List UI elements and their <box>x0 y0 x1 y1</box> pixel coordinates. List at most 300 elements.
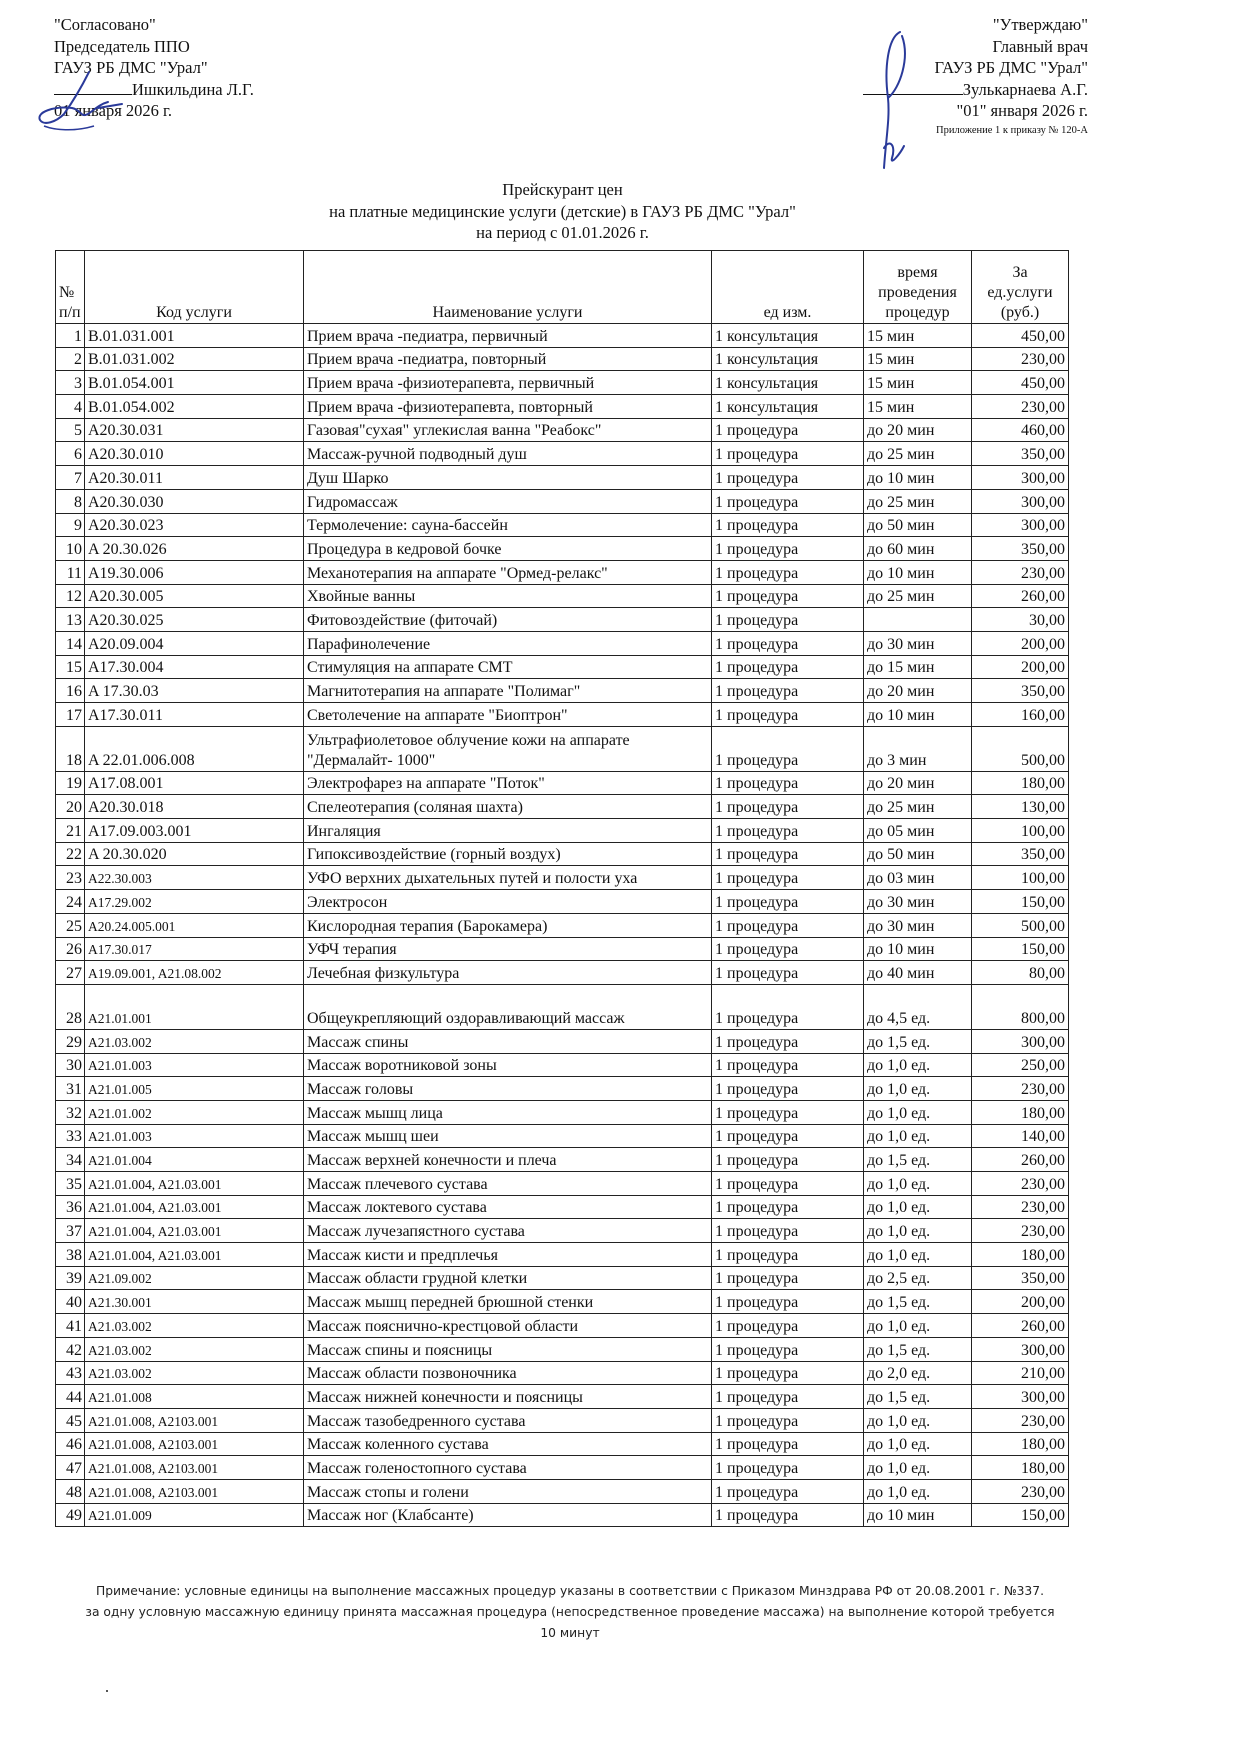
unit-price: 350,00 <box>972 537 1069 561</box>
service-name: Общеукрепляющий оздоравливающий массаж <box>304 984 712 1029</box>
service-name: Парафинолечение <box>304 631 712 655</box>
row-number: 19 <box>56 771 85 795</box>
title-line-3: на период с 01.01.2026 г. <box>476 223 649 242</box>
footnote <box>40 1581 1100 1644</box>
procedure-time: до 15 мин <box>864 655 972 679</box>
header-time: время проведения процедур <box>864 251 972 324</box>
table-row <box>56 913 1069 937</box>
unit-of-measure: 1 процедура <box>712 679 864 703</box>
service-name: Магнитотерапия на аппарате "Полимаг" <box>304 679 712 703</box>
service-code: A20.30.030 <box>85 489 304 513</box>
service-name: Массаж нижней конечности и поясницы <box>304 1385 712 1409</box>
row-number: 15 <box>56 655 85 679</box>
unit-price: 230,00 <box>972 1219 1069 1243</box>
service-code: A21.03.002 <box>85 1029 304 1053</box>
unit-price: 300,00 <box>972 513 1069 537</box>
row-number: 18 <box>56 726 85 771</box>
row-number: 48 <box>56 1479 85 1503</box>
service-name: Массаж мышц шеи <box>304 1124 712 1148</box>
title-line-2: на платные медицинские услуги (детские) в ГАУЗ РБ ДМС "Урал" <box>329 201 796 221</box>
unit-price: 300,00 <box>972 489 1069 513</box>
unit-price: 230,00 <box>972 1408 1069 1432</box>
agreed-date: 01 января 2026 г. <box>54 101 173 120</box>
service-code: A21.01.003 <box>85 1124 304 1148</box>
procedure-time: до 1,5 ед. <box>864 1029 972 1053</box>
unit-of-measure: 1 процедура <box>712 1408 864 1432</box>
table-row <box>56 608 1069 632</box>
table-row <box>56 726 1069 771</box>
row-number: 4 <box>56 395 85 419</box>
table-row <box>56 703 1069 727</box>
service-name: Кислородная терапия (Барокамера) <box>304 913 712 937</box>
procedure-time: до 1,0 ед. <box>864 1053 972 1077</box>
unit-of-measure: 1 процедура <box>712 726 864 771</box>
service-name: Электрофарез на аппарате "Поток" <box>304 771 712 795</box>
procedure-time: до 05 мин <box>864 819 972 843</box>
unit-of-measure: 1 процедура <box>712 1361 864 1385</box>
service-code: A21.01.003 <box>85 1053 304 1077</box>
header-num: № п/п <box>56 251 85 324</box>
procedure-time: до 1,0 ед. <box>864 1124 972 1148</box>
unit-price: 180,00 <box>972 1243 1069 1267</box>
service-name: Массаж мышц передней брюшной стенки <box>304 1290 712 1314</box>
unit-price: 150,00 <box>972 937 1069 961</box>
service-name: Массаж спины <box>304 1029 712 1053</box>
row-number: 3 <box>56 371 85 395</box>
service-code: A20.24.005.001 <box>85 913 304 937</box>
service-code: A21.01.001 <box>85 984 304 1029</box>
service-code: A20.30.023 <box>85 513 304 537</box>
unit-price: 160,00 <box>972 703 1069 727</box>
procedure-time: до 25 мин <box>864 442 972 466</box>
table-row <box>56 1337 1069 1361</box>
service-name: Термолечение: сауна-бассейн <box>304 513 712 537</box>
unit-price: 230,00 <box>972 1479 1069 1503</box>
service-code: A21.01.004, A21.03.001 <box>85 1195 304 1219</box>
table-row <box>56 395 1069 419</box>
unit-of-measure: 1 процедура <box>712 1029 864 1053</box>
procedure-time: до 1,5 ед. <box>864 1385 972 1409</box>
procedure-time: до 2,5 ед. <box>864 1266 972 1290</box>
unit-price: 260,00 <box>972 1314 1069 1338</box>
unit-of-measure: 1 процедура <box>712 1124 864 1148</box>
header-price: За ед.услуги (руб.) <box>972 251 1069 324</box>
procedure-time: до 1,0 ед. <box>864 1314 972 1338</box>
agreed-signer: Ишкильдина Л.Г. <box>132 79 254 99</box>
service-name: Массаж коленного сустава <box>304 1432 712 1456</box>
row-number: 9 <box>56 513 85 537</box>
service-name: УФО верхних дыхательных путей и полости уха <box>304 866 712 890</box>
unit-price: 140,00 <box>972 1124 1069 1148</box>
service-name: Спелеотерапия (соляная шахта) <box>304 795 712 819</box>
table-row <box>56 679 1069 703</box>
table-row <box>56 890 1069 914</box>
unit-price: 300,00 <box>972 1337 1069 1361</box>
unit-of-measure: 1 процедура <box>712 961 864 985</box>
row-number: 21 <box>56 819 85 843</box>
table-row <box>56 1503 1069 1527</box>
header-name: Наименование услуги <box>304 251 712 324</box>
table-row <box>56 418 1069 442</box>
table-row <box>56 1172 1069 1196</box>
service-name: Гипоксивоздействие (горный воздух) <box>304 842 712 866</box>
row-number: 42 <box>56 1337 85 1361</box>
service-code: A17.30.011 <box>85 703 304 727</box>
service-code: A19.09.001, A21.08.002 <box>85 961 304 985</box>
service-code: A21.01.005 <box>85 1077 304 1101</box>
service-code: A17.30.017 <box>85 937 304 961</box>
row-number: 11 <box>56 560 85 584</box>
table-row <box>56 1077 1069 1101</box>
unit-of-measure: 1 процедура <box>712 1385 864 1409</box>
unit-price: 230,00 <box>972 395 1069 419</box>
service-code: A21.03.002 <box>85 1337 304 1361</box>
unit-of-measure: 1 процедура <box>712 466 864 490</box>
table-row <box>56 1290 1069 1314</box>
procedure-time: до 2,0 ед. <box>864 1361 972 1385</box>
row-number: 20 <box>56 795 85 819</box>
unit-of-measure: 1 процедура <box>712 1172 864 1196</box>
approve-organization: ГАУЗ РБ ДМС "Урал" <box>934 58 1088 77</box>
unit-price: 500,00 <box>972 913 1069 937</box>
service-code: A21.09.002 <box>85 1266 304 1290</box>
service-name: Массаж тазобедренного сустава <box>304 1408 712 1432</box>
service-name: УФЧ терапия <box>304 937 712 961</box>
table-row <box>56 324 1069 348</box>
table-row <box>56 866 1069 890</box>
unit-of-measure: 1 процедура <box>712 771 864 795</box>
table-row <box>56 771 1069 795</box>
table-row <box>56 1148 1069 1172</box>
unit-of-measure: 1 консультация <box>712 347 864 371</box>
row-number: 24 <box>56 890 85 914</box>
service-code: B.01.031.002 <box>85 347 304 371</box>
unit-of-measure: 1 процедура <box>712 608 864 632</box>
unit-of-measure: 1 процедура <box>712 1432 864 1456</box>
unit-price: 230,00 <box>972 1172 1069 1196</box>
service-code: A21.03.002 <box>85 1361 304 1385</box>
unit-price: 450,00 <box>972 324 1069 348</box>
table-row <box>56 1100 1069 1124</box>
unit-of-measure: 1 процедура <box>712 1100 864 1124</box>
table-row <box>56 371 1069 395</box>
unit-of-measure: 1 процедура <box>712 890 864 914</box>
service-name: Массаж верхней конечности и плеча <box>304 1148 712 1172</box>
service-code: A21.01.008, A2103.001 <box>85 1408 304 1432</box>
service-name: Прием врача -физиотерапевта, повторный <box>304 395 712 419</box>
service-code: A21.01.002 <box>85 1100 304 1124</box>
table-row <box>56 1124 1069 1148</box>
service-name: Ультрафиолетовое облучение кожи на аппарате "Дермалайт- 1000" <box>304 726 712 771</box>
table-row <box>56 347 1069 371</box>
approval-approve-block <box>863 14 1088 138</box>
service-code: B.01.054.001 <box>85 371 304 395</box>
unit-of-measure: 1 процедура <box>712 984 864 1029</box>
row-number: 17 <box>56 703 85 727</box>
row-number: 40 <box>56 1290 85 1314</box>
unit-of-measure: 1 процедура <box>712 795 864 819</box>
header-unit: ед изм. <box>712 251 864 324</box>
unit-of-measure: 1 процедура <box>712 1053 864 1077</box>
service-code: A21.01.004, A21.03.001 <box>85 1172 304 1196</box>
unit-price: 350,00 <box>972 842 1069 866</box>
table-row <box>56 1219 1069 1243</box>
row-number: 14 <box>56 631 85 655</box>
procedure-time: до 10 мин <box>864 466 972 490</box>
unit-price: 100,00 <box>972 866 1069 890</box>
unit-price: 350,00 <box>972 1266 1069 1290</box>
service-code: A 20.30.026 <box>85 537 304 561</box>
service-code: A20.30.011 <box>85 466 304 490</box>
procedure-time: до 50 мин <box>864 513 972 537</box>
row-number: 6 <box>56 442 85 466</box>
table-row <box>56 1243 1069 1267</box>
procedure-time: до 30 мин <box>864 913 972 937</box>
table-row <box>56 984 1069 1029</box>
service-name: Прием врача -педиатра, первичный <box>304 324 712 348</box>
row-number: 43 <box>56 1361 85 1385</box>
procedure-time: до 30 мин <box>864 890 972 914</box>
approve-signer-line <box>863 79 1088 101</box>
unit-price: 180,00 <box>972 1100 1069 1124</box>
footnote-line-2: за одну условную массажную единицу принята массажная процедура (непосредственное проведение массажа) на выполнение которой требуется <box>85 1605 1055 1619</box>
table-row <box>56 1456 1069 1480</box>
table-row <box>56 584 1069 608</box>
unit-of-measure: 1 процедура <box>712 1077 864 1101</box>
row-number: 5 <box>56 418 85 442</box>
procedure-time: до 1,0 ед. <box>864 1408 972 1432</box>
row-number: 35 <box>56 1172 85 1196</box>
service-name: Массаж области грудной клетки <box>304 1266 712 1290</box>
row-number: 10 <box>56 537 85 561</box>
agreed-label: "Согласовано" <box>54 15 156 34</box>
procedure-time: 15 мин <box>864 324 972 348</box>
procedure-time: до 10 мин <box>864 703 972 727</box>
procedure-time: до 1,0 ед. <box>864 1219 972 1243</box>
attachment-note: Приложение 1 к приказу № 120-А <box>936 124 1088 136</box>
unit-of-measure: 1 процедура <box>712 489 864 513</box>
row-number: 34 <box>56 1148 85 1172</box>
table-row <box>56 1053 1069 1077</box>
table-row <box>56 819 1069 843</box>
service-code: A20.30.010 <box>85 442 304 466</box>
agreed-position: Председатель ППО <box>54 36 190 56</box>
unit-price: 230,00 <box>972 1077 1069 1101</box>
table-row <box>56 560 1069 584</box>
footnote-line-1: Примечание: условные единицы на выполнение массажных процедур указаны в соответствии с Приказом Минздрава РФ от 20.08.2001 г. №337. <box>95 1584 1044 1598</box>
service-code: A21.03.002 <box>85 1314 304 1338</box>
unit-price: 210,00 <box>972 1361 1069 1385</box>
row-number: 27 <box>56 961 85 985</box>
table-row <box>56 631 1069 655</box>
row-number: 31 <box>56 1077 85 1101</box>
unit-price: 200,00 <box>972 631 1069 655</box>
row-number: 1 <box>56 324 85 348</box>
unit-of-measure: 1 процедура <box>712 1266 864 1290</box>
row-number: 2 <box>56 347 85 371</box>
table-row <box>56 1195 1069 1219</box>
row-number: 25 <box>56 913 85 937</box>
unit-price: 180,00 <box>972 771 1069 795</box>
unit-price: 450,00 <box>972 371 1069 395</box>
service-code: A17.09.003.001 <box>85 819 304 843</box>
unit-price: 300,00 <box>972 1029 1069 1053</box>
service-code: A22.30.003 <box>85 866 304 890</box>
procedure-time: до 1,0 ед. <box>864 1479 972 1503</box>
unit-price: 300,00 <box>972 1385 1069 1409</box>
procedure-time: до 20 мин <box>864 679 972 703</box>
approval-agreed-block <box>54 14 254 122</box>
table-row <box>56 489 1069 513</box>
unit-price: 800,00 <box>972 984 1069 1029</box>
unit-price: 350,00 <box>972 442 1069 466</box>
procedure-time: до 60 мин <box>864 537 972 561</box>
service-code: A17.29.002 <box>85 890 304 914</box>
service-code: A20.30.031 <box>85 418 304 442</box>
agreed-organization: ГАУЗ РБ ДМС "Урал" <box>54 58 208 77</box>
table-row <box>56 1029 1069 1053</box>
procedure-time: до 1,0 ед. <box>864 1243 972 1267</box>
procedure-time: до 25 мин <box>864 795 972 819</box>
price-table <box>55 250 1069 1527</box>
unit-price: 230,00 <box>972 347 1069 371</box>
procedure-time: до 4,5 ед. <box>864 984 972 1029</box>
row-number: 23 <box>56 866 85 890</box>
row-number: 38 <box>56 1243 85 1267</box>
unit-price: 150,00 <box>972 1503 1069 1527</box>
unit-of-measure: 1 процедура <box>712 819 864 843</box>
row-number: 39 <box>56 1266 85 1290</box>
scan-speck <box>106 1690 108 1692</box>
service-name: Прием врача -физиотерапевта, первичный <box>304 371 712 395</box>
procedure-time: до 20 мин <box>864 771 972 795</box>
procedure-time: до 3 мин <box>864 726 972 771</box>
service-name: Лечебная физкультура <box>304 961 712 985</box>
service-name: Массаж пояснично-крестцовой области <box>304 1314 712 1338</box>
unit-of-measure: 1 процедура <box>712 1456 864 1480</box>
unit-price: 30,00 <box>972 608 1069 632</box>
service-code: A 17.30.03 <box>85 679 304 703</box>
table-row <box>56 1314 1069 1338</box>
procedure-time: до 1,0 ед. <box>864 1195 972 1219</box>
header-code: Код услуги <box>85 251 304 324</box>
service-code: A20.30.025 <box>85 608 304 632</box>
unit-of-measure: 1 процедура <box>712 655 864 679</box>
row-number: 46 <box>56 1432 85 1456</box>
row-number: 41 <box>56 1314 85 1338</box>
unit-price: 460,00 <box>972 418 1069 442</box>
service-code: A21.01.004, A21.03.001 <box>85 1219 304 1243</box>
service-name: Стимуляция на аппарате СМТ <box>304 655 712 679</box>
table-row <box>56 1361 1069 1385</box>
row-number: 7 <box>56 466 85 490</box>
table-row <box>56 466 1069 490</box>
service-code: A21.01.004 <box>85 1148 304 1172</box>
service-name: Массаж кисти и предплечья <box>304 1243 712 1267</box>
unit-of-measure: 1 процедура <box>712 418 864 442</box>
service-name: Прием врача -педиатра, повторный <box>304 347 712 371</box>
unit-of-measure: 1 процедура <box>712 1314 864 1338</box>
service-name: Массаж мышц лица <box>304 1100 712 1124</box>
row-number: 49 <box>56 1503 85 1527</box>
service-name: Электросон <box>304 890 712 914</box>
table-row <box>56 1385 1069 1409</box>
row-number: 33 <box>56 1124 85 1148</box>
signature-line <box>54 80 132 95</box>
service-code: B.01.054.002 <box>85 395 304 419</box>
unit-price: 250,00 <box>972 1053 1069 1077</box>
service-code: A21.01.009 <box>85 1503 304 1527</box>
unit-price: 260,00 <box>972 584 1069 608</box>
row-number: 36 <box>56 1195 85 1219</box>
procedure-time: 15 мин <box>864 347 972 371</box>
service-name: Ингаляция <box>304 819 712 843</box>
row-number: 16 <box>56 679 85 703</box>
row-number: 37 <box>56 1219 85 1243</box>
service-name: Газовая"сухая" углекислая ванна "Реабокс" <box>304 418 712 442</box>
service-code: A20.30.018 <box>85 795 304 819</box>
service-name: Массаж воротниковой зоны <box>304 1053 712 1077</box>
unit-price: 100,00 <box>972 819 1069 843</box>
unit-price: 350,00 <box>972 679 1069 703</box>
procedure-time: до 1,0 ед. <box>864 1172 972 1196</box>
approve-position: Главный врач <box>992 36 1088 56</box>
procedure-time: 15 мин <box>864 371 972 395</box>
row-number: 47 <box>56 1456 85 1480</box>
approve-label: "Утверждаю" <box>992 15 1088 34</box>
service-name: Механотерапия на аппарате "Ормед-релакс" <box>304 560 712 584</box>
approve-signer: Зулькарнаева А.Г. <box>962 79 1088 99</box>
service-code: A21.01.008, A2103.001 <box>85 1456 304 1480</box>
unit-price: 150,00 <box>972 890 1069 914</box>
row-number: 45 <box>56 1408 85 1432</box>
unit-of-measure: 1 процедура <box>712 937 864 961</box>
unit-price: 200,00 <box>972 1290 1069 1314</box>
row-number: 13 <box>56 608 85 632</box>
service-code: A20.09.004 <box>85 631 304 655</box>
row-number: 32 <box>56 1100 85 1124</box>
unit-of-measure: 1 процедура <box>712 1219 864 1243</box>
unit-price: 230,00 <box>972 560 1069 584</box>
footnote-line-3: 10 минут <box>540 1626 600 1640</box>
unit-of-measure: 1 процедура <box>712 584 864 608</box>
procedure-time: до 30 мин <box>864 631 972 655</box>
unit-of-measure: 1 процедура <box>712 866 864 890</box>
procedure-time: до 40 мин <box>864 961 972 985</box>
unit-of-measure: 1 процедура <box>712 1337 864 1361</box>
row-number: 8 <box>56 489 85 513</box>
procedure-time: до 25 мин <box>864 489 972 513</box>
table-row <box>56 442 1069 466</box>
unit-of-measure: 1 процедура <box>712 442 864 466</box>
unit-of-measure: 1 процедура <box>712 703 864 727</box>
service-name: Массаж ног (Клабсанте) <box>304 1503 712 1527</box>
procedure-time: до 1,5 ед. <box>864 1290 972 1314</box>
service-code: A20.30.005 <box>85 584 304 608</box>
service-name: Массаж локтевого сустава <box>304 1195 712 1219</box>
table-row <box>56 1266 1069 1290</box>
service-name: Массаж лучезапястного сустава <box>304 1219 712 1243</box>
procedure-time: до 10 мин <box>864 560 972 584</box>
unit-price: 500,00 <box>972 726 1069 771</box>
unit-price: 300,00 <box>972 466 1069 490</box>
unit-of-measure: 1 консультация <box>712 371 864 395</box>
procedure-time: до 50 мин <box>864 842 972 866</box>
service-name: Хвойные ванны <box>304 584 712 608</box>
unit-of-measure: 1 процедура <box>712 913 864 937</box>
service-code: A17.08.001 <box>85 771 304 795</box>
table-row <box>56 961 1069 985</box>
